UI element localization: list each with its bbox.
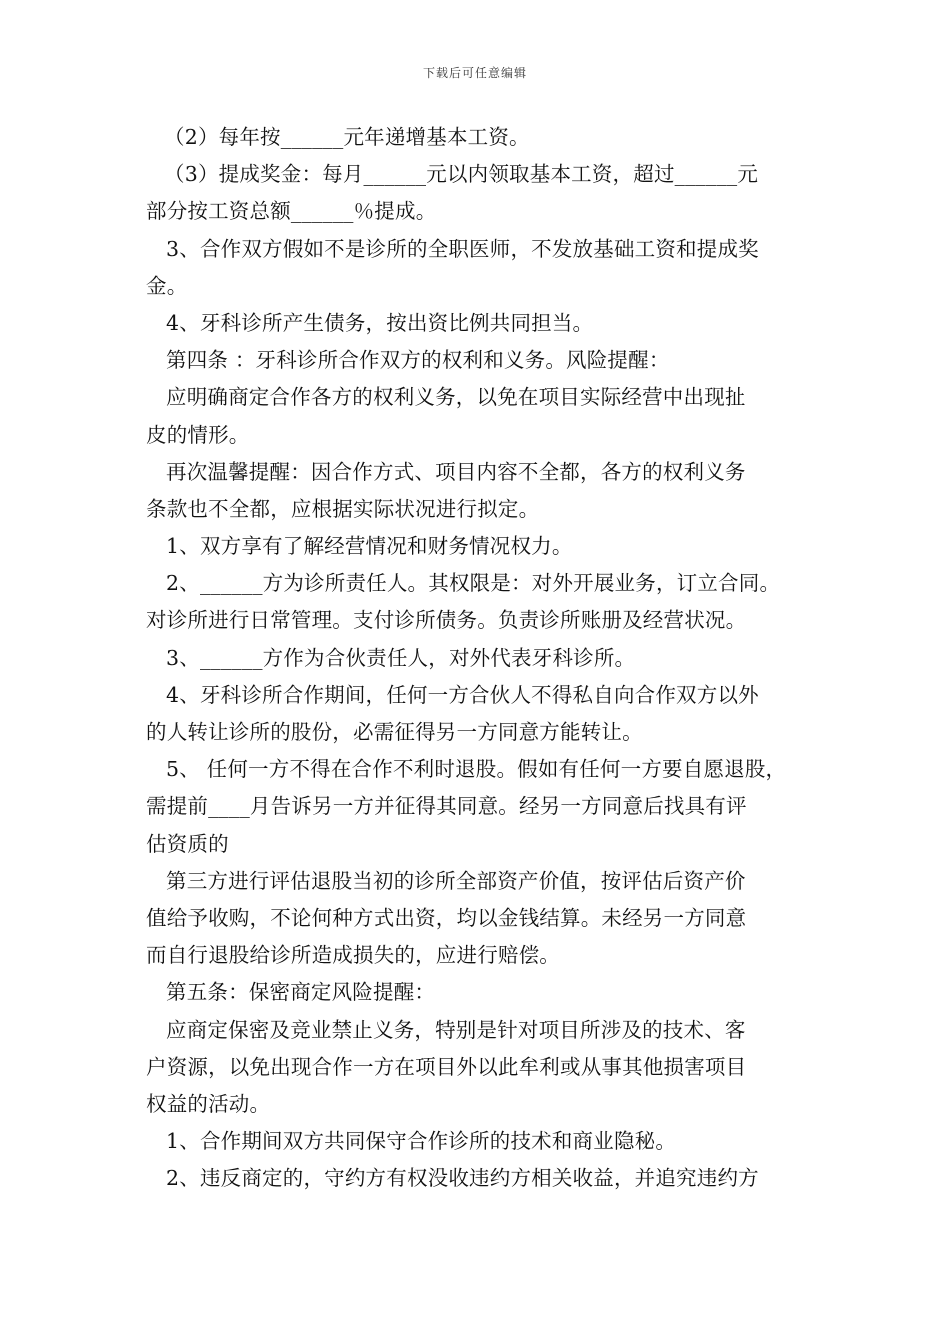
- section-heading: 第五条：保密商定风险提醒：: [166, 980, 436, 1005]
- document-body: [146, 119, 816, 1197]
- text-line: 需提前____月告诉另一方并征得其同意。经另一方同意后找具有评: [146, 794, 747, 819]
- text-line: 对诊所进行日常管理。支付诊所债务。负责诊所账册及经营状况。: [146, 608, 747, 633]
- text-line: 应明确商定合作各方的权利义务，以免在项目实际经营中出现扯: [166, 385, 746, 410]
- text-line: （2）每年按______元年递增基本工资。: [164, 125, 530, 149]
- text-line: 1、双方享有了解经营情况和财务情况权力。: [166, 534, 573, 559]
- text-line: 值给予收购，不论何种方式出资，均以金钱结算。未经另一方同意: [146, 905, 747, 930]
- text-line: 2、违反商定的，守约方有权没收违约方相关收益，并追究违约方: [166, 1166, 759, 1191]
- text-line: 户资源，以免出现合作一方在项目外以此牟利或从事其他损害项目: [146, 1054, 747, 1079]
- text-line: 5、 任何一方不得在合作不利时退股。假如有任何一方要自愿退股，: [166, 757, 787, 782]
- text-line: 条款也不全都，应根据实际状况进行拟定。: [146, 496, 540, 521]
- text-line: 部分按工资总额______％提成。: [146, 199, 437, 224]
- text-line: 金。: [146, 273, 188, 298]
- text-line: 3、______方作为合伙责任人，对外代表牙科诊所。: [166, 645, 636, 670]
- text-line: 的人转让诊所的股份，必需征得另一方同意方能转让。: [146, 720, 643, 744]
- section-heading: 第四条 ：牙科诊所合作双方的权利和义务。风险提醒：: [166, 348, 670, 373]
- text-line: 皮的情形。: [146, 422, 250, 447]
- text-line: 4、牙科诊所合作期间，任何一方合伙人不得私自向合作双方以外: [166, 682, 759, 707]
- text-line: 权益的活动。: [146, 1091, 271, 1116]
- text-line: 1、合作期间双方共同保守合作诊所的技术和商业隐秘。: [166, 1129, 677, 1154]
- text-line: （3）提成奖金：每月______元以内领取基本工资，超过______元: [164, 162, 759, 187]
- text-line: 4、牙科诊所产生债务，按出资比例共同担当。: [166, 310, 594, 335]
- text-line: 再次温馨提醒：因合作方式、项目内容不全都，各方的权利义务: [166, 459, 746, 484]
- text-line: 第三方进行评估退股当初的诊所全部资产价值，按评估后资产价: [166, 868, 746, 893]
- text-line: 2、______方为诊所责任人。其权限是：对外开展业务，订立合同。: [166, 571, 781, 596]
- text-line: 而自行退股给诊所造成损失的，应进行赔偿。: [146, 943, 560, 968]
- text-line: 3、合作双方假如不是诊所的全职医师，不发放基础工资和提成奖: [166, 236, 759, 261]
- page-header: 下载后可任意编辑: [422, 66, 527, 80]
- text-line: 估资质的: [146, 831, 229, 856]
- text-line: 应商定保密及竞业禁止义务，特别是针对项目所涉及的技术、客: [166, 1017, 746, 1042]
